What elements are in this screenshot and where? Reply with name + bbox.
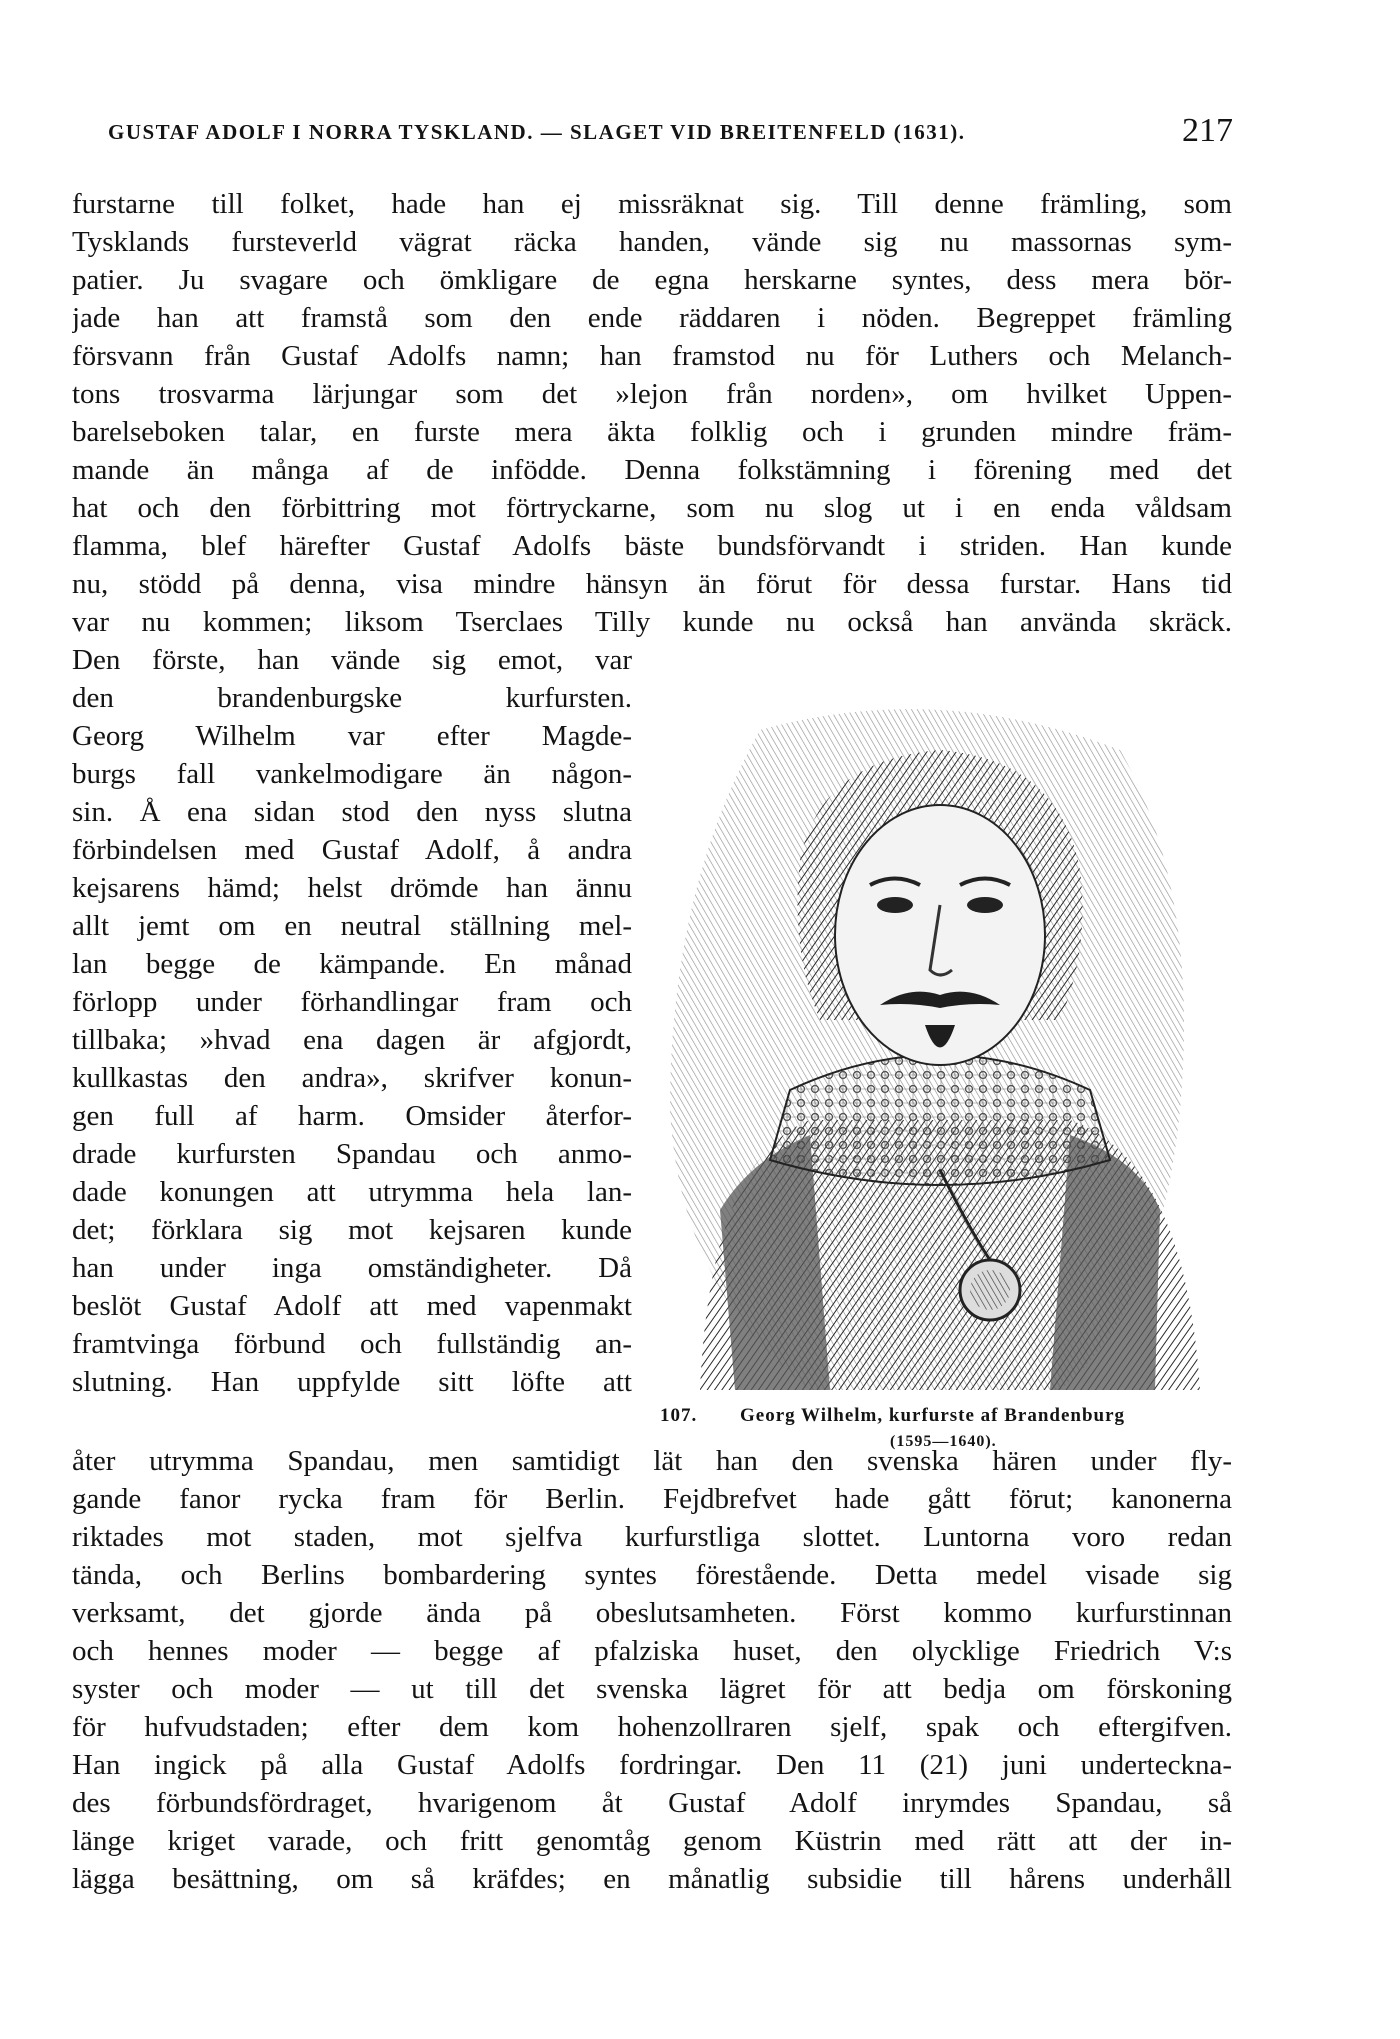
text-line: lägga besättning, om så kräfdes; en månatlig subsidie till hårens underhåll (72, 1863, 1232, 1895)
text-line: verksamt, det gjorde ända på obeslutsamheten. Först kommo kurfurstinnan (72, 1597, 1232, 1629)
right-eye (967, 897, 1003, 913)
left-eye (877, 897, 913, 913)
text-line: Georg Wilhelm var efter Magde- (72, 720, 632, 752)
text-line: Tysklands fursteverld vägrat räcka handen, vände sig nu massornas sym- (72, 226, 1232, 258)
text-line: för hufvudstaden; efter dem kom hohenzollraren sjelf, spak och eftergifven. (72, 1711, 1232, 1743)
text-line: burgs fall vankelmodigare än någon- (72, 758, 632, 790)
text-line: och hennes moder — begge af pfalziska huset, den olycklige Friedrich V:s (72, 1635, 1232, 1667)
text-line: nu, stödd på denna, visa mindre hänsyn än förut för dessa furstar. Hans tid (72, 568, 1232, 600)
text-line: lan begge de kämpande. En månad (72, 948, 632, 980)
text-line: det; förklara sig mot kejsaren kunde (72, 1214, 632, 1246)
portrait-engraving (640, 690, 1230, 1410)
figure-caption-text: Georg Wilhelm, kurfurste af Brandenburg (740, 1405, 1126, 1426)
text-line: Den förste, han vände sig emot, var (72, 644, 632, 676)
figure-dates: (1595—1640). (890, 1433, 997, 1450)
text-line: tända, och Berlins bombardering syntes förestående. Detta medel visade sig (72, 1559, 1232, 1591)
text-line: framtvinga förbund och fullständig an- (72, 1328, 632, 1360)
text-line: beslöt Gustaf Adolf att med vapenmakt (72, 1290, 632, 1322)
text-line: gande fanor rycka fram för Berlin. Fejdbrefvet hade gått förut; kanonerna (72, 1483, 1232, 1515)
page-number: 217 (1182, 112, 1233, 149)
text-line: han under inga omständigheter. Då (72, 1252, 632, 1284)
text-line: åter utrymma Spandau, men samtidigt lät han den svenska hären under fly- (72, 1445, 1232, 1477)
text-line: des förbundsfördraget, hvarigenom åt Gustaf Adolf inrymdes Spandau, så (72, 1787, 1232, 1819)
text-line: hat och den förbittring mot förtryckarne, som nu slog ut i en enda våldsam (72, 492, 1232, 524)
text-line: var nu kommen; liksom Tserclaes Tilly kunde nu också han använda skräck. (72, 606, 1232, 638)
running-title: GUSTAF ADOLF I NORRA TYSKLAND. — SLAGET VID BREITENFELD (1631). (108, 120, 966, 144)
text-line: furstarne till folket, hade han ej missräknat sig. Till denne främling, som (72, 188, 1232, 220)
text-line: kejsarens hämd; helst drömde han ännu (72, 872, 632, 904)
text-line: förlopp under förhandlingar fram och (72, 986, 632, 1018)
running-header (108, 112, 1233, 152)
text-line: flamma, blef härefter Gustaf Adolfs bäste bundsförvandt i striden. Han kunde (72, 530, 1232, 562)
text-line: mande än många af de infödde. Denna folkstämning i förening med det (72, 454, 1232, 486)
text-line: drade kurfursten Spandau och anmo- (72, 1138, 632, 1170)
text-line: barelseboken talar, en furste mera äkta folklig och i grunden mindre främ- (72, 416, 1232, 448)
text-line: syster och moder — ut till det svenska lägret för att bedja om förskoning (72, 1673, 1232, 1705)
text-line: dade konungen att utrymma hela lan- (72, 1176, 632, 1208)
text-line: tillbaka; »hvad ena dagen är afgjordt, (72, 1024, 632, 1056)
text-line: gen full af harm. Omsider återfor- (72, 1100, 632, 1132)
text-line: slutning. Han uppfylde sitt löfte att (72, 1366, 632, 1398)
text-line: jade han att framstå som den ende räddaren i nöden. Begreppet främling (72, 302, 1232, 334)
text-line: kullkastas den andra», skrifver konun- (72, 1062, 632, 1094)
text-line: sin. Å ena sidan stod den nyss slutna (72, 796, 632, 828)
text-line: försvann från Gustaf Adolfs namn; han framstod nu för Luthers och Melanch- (72, 340, 1232, 372)
text-line: riktades mot staden, mot sjelfva kurfurstliga slottet. Luntorna voro redan (72, 1521, 1232, 1553)
figure-number: 107. (660, 1405, 698, 1426)
medallion-inner (970, 1270, 1010, 1310)
text-line: patier. Ju svagare och ömkligare de egna herskarne syntes, dess mera bör- (72, 264, 1232, 296)
text-line: allt jemt om en neutral ställning mel- (72, 910, 632, 942)
text-line: den brandenburgske kurfursten. (72, 682, 632, 714)
text-line: länge kriget varade, och fritt genomtåg genom Küstrin med rätt att der in- (72, 1825, 1232, 1857)
text-line: tons trosvarma lärjungar som det »lejon från norden», om hvilket Uppen- (72, 378, 1232, 410)
text-line: förbindelsen med Gustaf Adolf, å andra (72, 834, 632, 866)
text-line: Han ingick på alla Gustaf Adolfs fordringar. Den 11 (21) juni underteckna- (72, 1749, 1232, 1781)
